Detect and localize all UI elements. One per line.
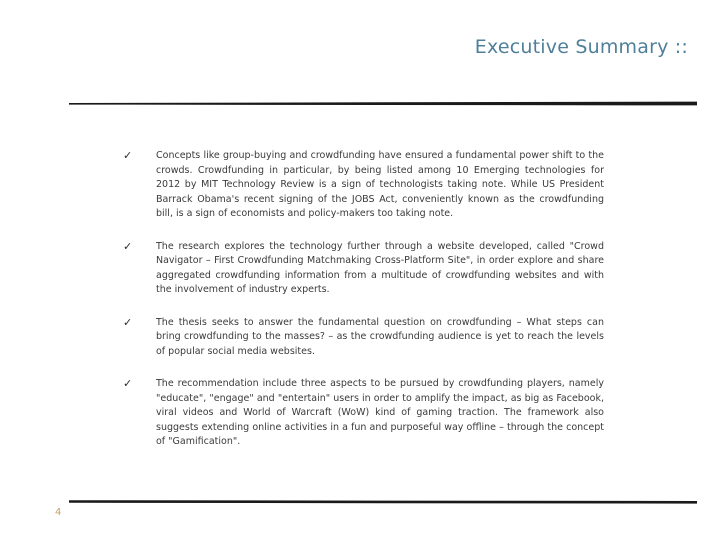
top-divider bbox=[69, 101, 697, 106]
checkmark-icon: ✓ bbox=[123, 377, 133, 390]
bullet-list bbox=[123, 149, 604, 468]
bullet-item bbox=[123, 240, 604, 298]
checkmark-icon: ✓ bbox=[123, 149, 133, 162]
bottom-divider bbox=[69, 499, 697, 504]
bullet-item bbox=[123, 149, 604, 222]
bullet-text: Concepts like group-buying and crowdfunding have ensured a fundamental power shift to the crowds. Crowdfunding in particular, by being listed among 10 Emerging technologies for 2012 by MIT Technology Review is a sign of technologists taking note. While US President Barrack Obama's recent signing of the JOBS Act, conveniently known as the crowdfunding bill, is a sign of economists and policy-makers too taking note. bbox=[156, 150, 604, 219]
slide-title: Executive Summary :: bbox=[474, 36, 688, 58]
page-number: 4 bbox=[55, 507, 62, 518]
checkmark-icon: ✓ bbox=[123, 239, 133, 253]
bullet-text: The research explores the technology further through a website developed, called "Crowd Navigator – First Crowdfunding Matchmaking Cross-Platform Site", in order explore and share aggregated crowdfunding information from a multitude of crowdfunding websites and with the involvement of industry experts. bbox=[156, 240, 604, 295]
bullet-text: The recommendation include three aspects to be pursued by crowdfunding players, namely "educate", "engage" and "entertain" users in order to amplify the impact, as big as Facebook, viral videos and World of Warcraft (WoW) kind of gaming traction. The framework also suggests extending online activities in a fun and purposeful way offline – through the concept of "Gamification". bbox=[156, 378, 604, 447]
bullet-text: The thesis seeks to answer the fundamental question on crowdfunding – What steps can bring crowdfunding to the masses? – as the crowdfunding audience is yet to reach the levels of popular social media websites. bbox=[156, 316, 604, 357]
bullet-item bbox=[123, 316, 604, 360]
checkmark-icon: ✓ bbox=[123, 315, 133, 329]
bullet-item bbox=[123, 377, 604, 450]
